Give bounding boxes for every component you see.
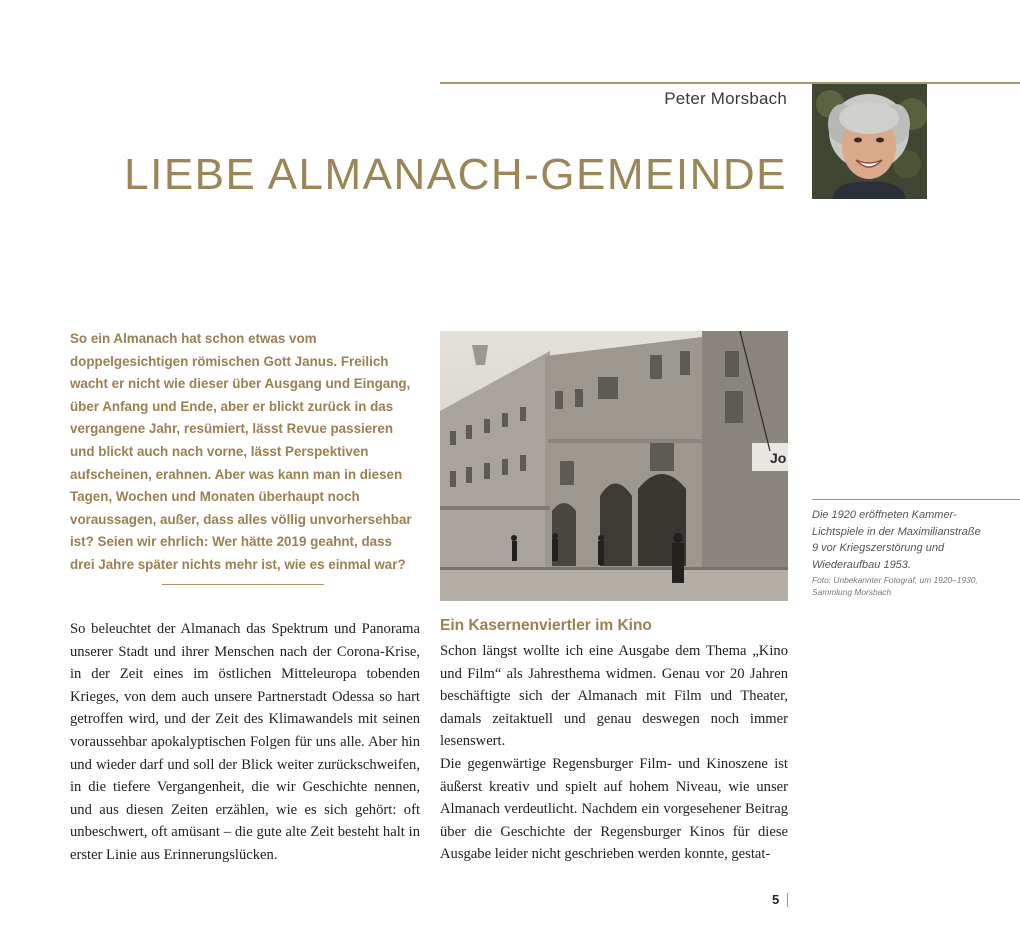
author-name: Peter Morsbach [664, 89, 787, 108]
page-number: 5 [772, 892, 780, 907]
body-left-paragraph: So beleuchtet der Almanach das Spektrum und Panorama unserer Stadt und ihrer Menschen nach der Corona-Krise, in der Zeit eines im östlichen Mitteleuropa tobenden Krieges, von dem auch unsere Partnerstadt Odessa so hart getroffen wird, und der Zeit des Klimawandels mit seinen voraussehbar apokalyptischen Folgen für uns alle. Aber hin und wieder darf und soll der Blick weiter zurückschweifen, in die tiefere Vergangenheit, die wir Geschichte nennen, und aus diesen Zeiten erzählen, wie es sich gehört: oft unbeschwert, oft amüsant – die gute alte Zeit besteht halt in erster Linie aus Erinnerungslücken. [70, 621, 420, 863]
historic-photo [440, 331, 788, 601]
section-heading: Ein Kasernenviertler im Kino [440, 617, 652, 634]
intro-divider [162, 584, 324, 585]
photo-caption: Die 1920 eröffneten Kammer-Lichtspiele in der Maximilianstraße 9 vor Kriegszerstörung und Wiederaufbau 1953. [812, 509, 981, 571]
page-title: LIEBE ALMANACH-GEMEINDE [124, 150, 787, 199]
section-paragraph-1: Schon längst wollte ich eine Ausgabe dem Thema „Kino und Film“ als Jahresthema widmen. Genau vor 20 Jahren beschäftigte sich der Almanach mit Film und Theater, damals zeitaktuell und genau deswegen noch immer lesenswert. [440, 643, 788, 750]
caption-rule [812, 499, 1020, 500]
body-right-column [440, 640, 788, 866]
photo-credit: Foto: Unbekannter Fotograf, um 1920–1930, Sammlung Morsbach [812, 575, 978, 597]
page-number-bar [787, 893, 788, 907]
section-paragraph-2: Die gegenwärtige Regensburger Film- und Kinoszene ist äußerst kreativ und spielt auf hohem Niveau, wie unser Almanach verdeutlicht. Nachdem ein vorgesehener Beitrag über die Geschichte der Regensburger Kinos für diese Ausgabe leider nicht geschrieben werden konnte, gestat- [440, 755, 788, 863]
author-portrait [812, 84, 927, 199]
header-rule [440, 82, 1020, 84]
intro-paragraph: So ein Almanach hat schon etwas vom doppelgesichtigen römischen Gott Janus. Freilich wacht er nicht wie dieser über Ausgang und Eingang, über Anfang und Ende, aber er blickt zurück in das vergangene Jahr, resümiert, lässt Revue passieren und blickt auch nach vorne, lässt Perspektiven aufscheinen, erahnen. Aber was kann man in diesen Tagen, Wochen und Monaten überhaupt noch voraussagen, außer, dass alles völlig unvorhersehbar ist? Seien wir ehrlich: Wer hätte 2019 geahnt, dass drei Jahre später nichts mehr ist, wie es einmal war? [70, 331, 412, 572]
photo-sign-text: Jo [770, 450, 787, 466]
body-left-column [70, 618, 420, 867]
